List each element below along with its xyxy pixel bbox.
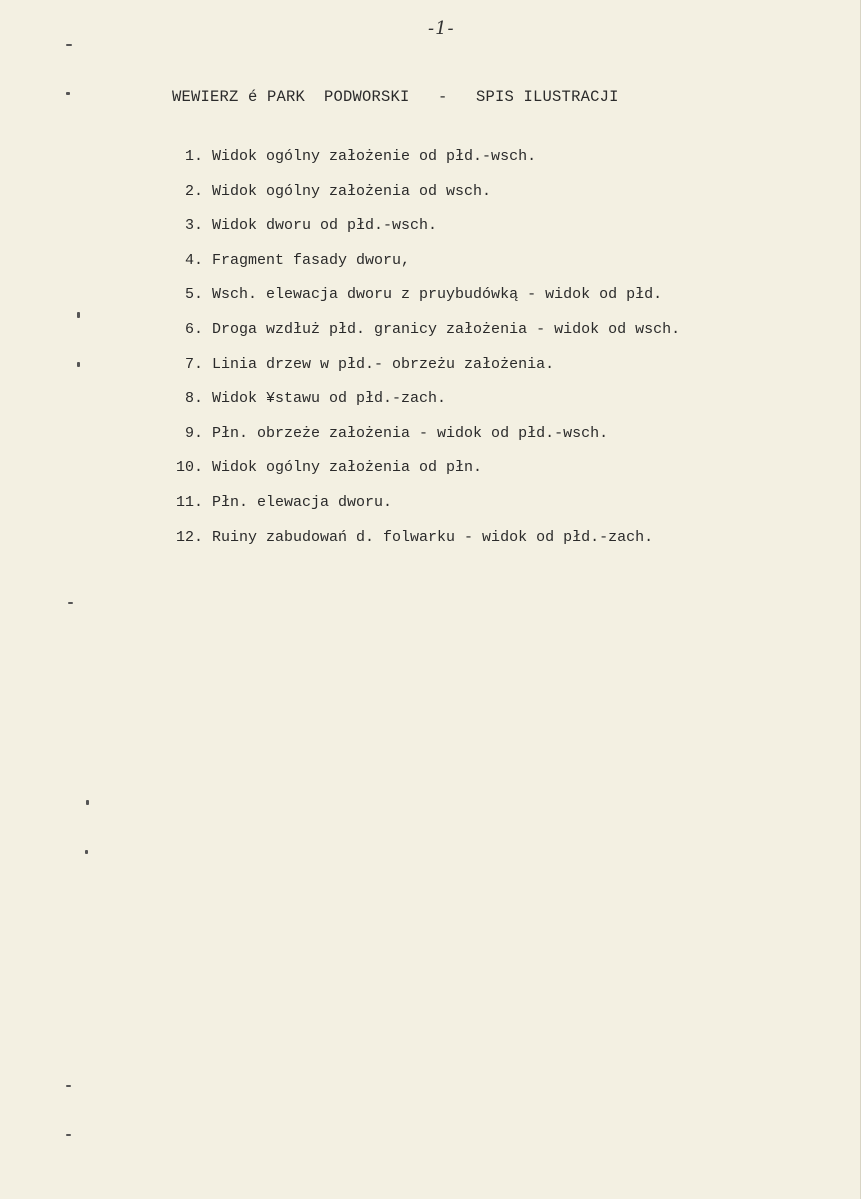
list-item <box>163 217 680 252</box>
list-item <box>163 529 680 564</box>
list-item <box>163 148 680 183</box>
list-item <box>163 390 680 425</box>
illustration-list <box>163 148 680 563</box>
margin-mark <box>66 1085 71 1087</box>
item-number: 4. <box>184 251 203 269</box>
margin-mark <box>77 312 80 318</box>
list-item <box>163 183 680 218</box>
document-title: WEWIERZ é PARK PODWORSKI - SPIS ILUSTRACJI <box>172 88 619 106</box>
item-number: 10. <box>175 459 203 477</box>
item-number: 8. <box>184 390 203 408</box>
list-item <box>163 286 680 321</box>
margin-mark <box>86 800 89 805</box>
margin-mark <box>66 44 72 46</box>
item-text: Widok ogólny założenia od płn. <box>212 459 483 477</box>
item-text: Widok ¥stawu od płd.-zach. <box>212 390 447 408</box>
list-item <box>163 252 680 287</box>
list-item <box>163 494 680 529</box>
item-text: Ruiny zabudowań d. folwarku - widok od płd.-zach. <box>212 528 654 546</box>
item-text: Widok ogólny założenie od płd.-wsch. <box>212 148 537 165</box>
list-item <box>163 321 680 356</box>
item-text: Wsch. elewacja dworu z pruybudówką - widok od płd. <box>212 286 663 304</box>
item-number: 11. <box>175 493 203 511</box>
margin-mark <box>66 1134 71 1136</box>
page-number: -1- <box>428 18 455 39</box>
list-item <box>163 356 680 391</box>
item-number: 6. <box>184 320 203 338</box>
margin-mark <box>68 602 73 604</box>
item-number: 9. <box>184 424 203 442</box>
item-number: 1. <box>184 148 203 165</box>
list-item <box>163 459 680 494</box>
item-text: Widok ogólny założenia od wsch. <box>212 182 492 200</box>
margin-mark <box>66 92 70 95</box>
item-text: Linia drzew w płd.- obrzeżu założenia. <box>212 355 555 373</box>
item-text: Droga wzdłuż płd. granicy założenia - widok od wsch. <box>212 320 681 338</box>
item-number: 3. <box>184 217 203 235</box>
item-text: Widok dworu od płd.-wsch. <box>212 217 438 235</box>
item-text: Płn. elewacja dworu. <box>212 493 393 511</box>
margin-mark <box>85 850 88 854</box>
margin-mark <box>77 362 80 367</box>
item-text: Płn. obrzeże założenia - widok od płd.-wsch. <box>212 424 609 442</box>
item-text: Fragment fasady dworu, <box>212 251 411 269</box>
item-number: 2. <box>184 182 203 200</box>
list-item <box>163 425 680 460</box>
item-number: 12. <box>175 528 203 546</box>
item-number: 7. <box>184 355 203 373</box>
item-number: 5. <box>184 286 203 304</box>
